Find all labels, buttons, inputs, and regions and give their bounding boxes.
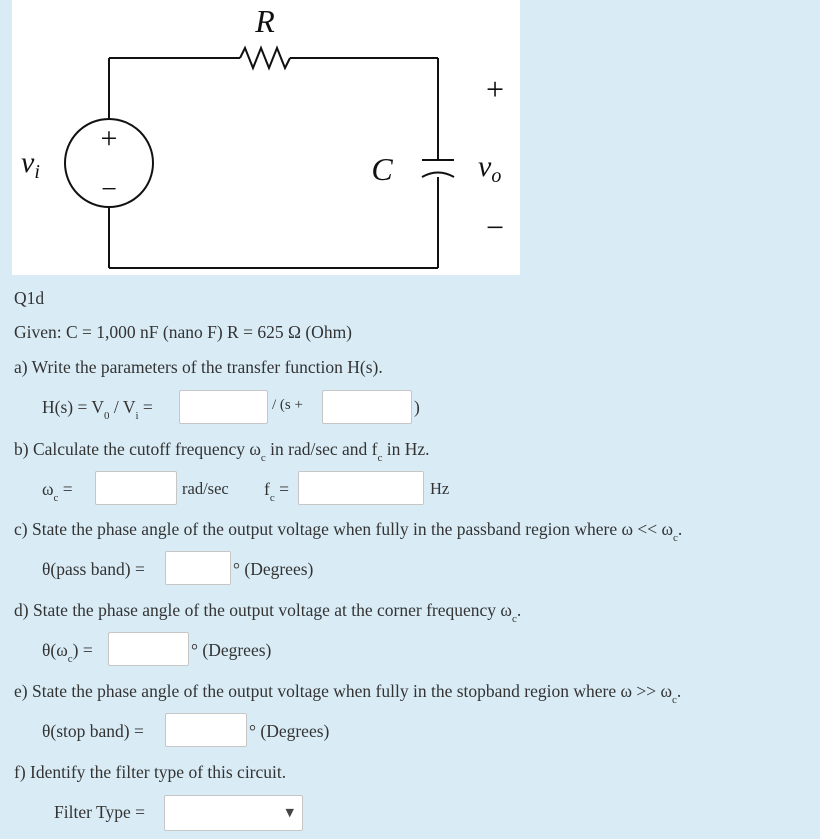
theta-stopband-label: θ(stop band) =	[42, 721, 144, 741]
filter-type-label: Filter Type =	[54, 802, 145, 822]
label-vo: $v_o$	[478, 150, 502, 187]
source-plus: +	[100, 122, 118, 155]
rc-circuit-diagram	[12, 0, 520, 275]
passband-degrees-unit: ° (Degrees)	[233, 559, 314, 579]
vo-plus: +	[485, 71, 505, 107]
passband-phase-input[interactable]	[165, 551, 231, 585]
numerator-input[interactable]	[179, 390, 268, 424]
part-b-prompt: b) Calculate the cutoff frequency $\omega_c$ in rad/sec and $f_c$ in Hz.	[14, 439, 430, 464]
pole-input[interactable]	[322, 390, 412, 424]
omega-c-input[interactable]	[95, 471, 177, 505]
given-values: Given: C = 1,000 nF (nano F) R = 625 Ω (Ohm)	[14, 322, 353, 342]
vo-minus: −	[485, 209, 505, 245]
fc-label: $f_c$ =	[264, 479, 289, 504]
circuit-figure	[12, 0, 520, 275]
corner-degrees-unit: ° (Degrees)	[191, 640, 272, 660]
label-vi: $v_i$	[21, 146, 40, 183]
fc-input[interactable]	[298, 471, 424, 505]
chevron-down-icon: ▼	[285, 806, 294, 819]
close-paren: )	[414, 397, 420, 417]
corner-phase-input[interactable]	[108, 632, 189, 666]
source-minus: −	[101, 174, 117, 205]
label-R: R	[255, 3, 275, 39]
hz-unit: Hz	[430, 479, 450, 498]
part-c-prompt: c) State the phase angle of the output voltage when fully in the passband region where $\omega << \omega_c$.	[14, 519, 683, 544]
stopband-phase-input[interactable]	[165, 713, 247, 747]
part-d-prompt: d) State the phase angle of the output voltage at the corner frequency $\omega_c$.	[14, 600, 522, 625]
part-f-prompt: f) Identify the filter type of this circuit.	[14, 762, 287, 782]
stopband-degrees-unit: ° (Degrees)	[249, 721, 330, 741]
label-C: C	[371, 151, 393, 187]
theta-corner-label: $\theta(\omega_c)$ =	[42, 640, 93, 665]
question-id: Q1d	[14, 288, 45, 308]
transfer-function-lhs: $H(s) = V_0 / V_i$ =	[42, 397, 153, 422]
rad-sec-unit: rad/sec	[182, 479, 229, 498]
part-e-prompt: e) State the phase angle of the output voltage when fully in the stopband region where $\omega >> \omega_c$.	[14, 681, 682, 706]
omega-c-label: $\omega_c$ =	[42, 479, 73, 504]
denominator-label: / (s +	[272, 397, 303, 413]
part-a-prompt: a) Write the parameters of the transfer function H(s).	[14, 357, 383, 377]
filter-type-select[interactable]	[164, 795, 303, 831]
theta-passband-label: θ(pass band) =	[42, 559, 145, 579]
